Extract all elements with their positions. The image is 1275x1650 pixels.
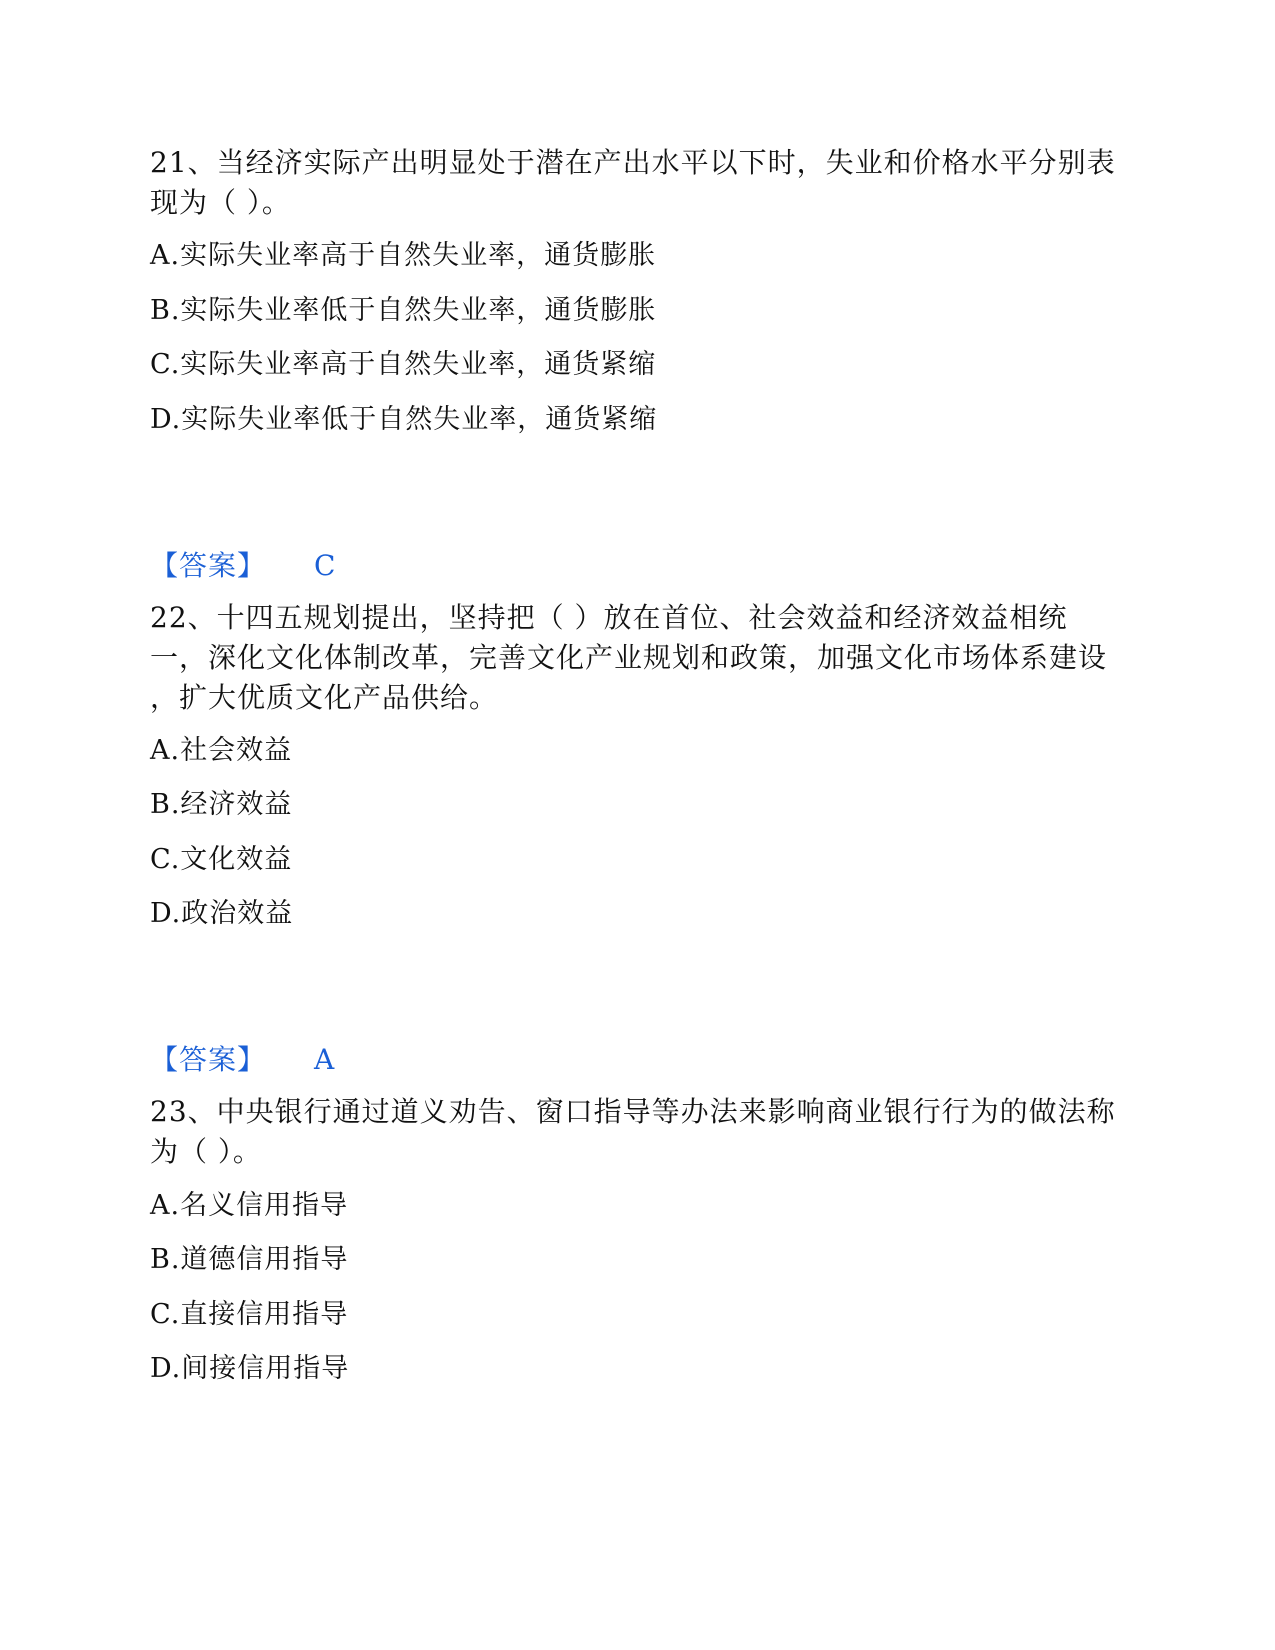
answer-label: 【答案】 (150, 1043, 267, 1076)
question-21-stem-line-1: 21、当经济实际产出明显处于潜在产出水平以下时，失业和价格水平分别表 (150, 146, 1116, 179)
question-22-stem-line-2: 一，深化文化体制改革，完善文化产业规划和政策，加强文化市场体系建设 (150, 641, 1108, 674)
question-22-option-d: D.政治效益 (150, 898, 294, 929)
question-23-stem-line-1: 23、中央银行通过道义劝告、窗口指导等办法来影响商业银行行为的做法称 (150, 1095, 1116, 1128)
answer-value: C (314, 549, 337, 582)
question-21-option-c: C.实际失业率高于自然失业率，通货紧缩 (150, 349, 657, 380)
question-23-option-a: A.名义信用指导 (150, 1190, 349, 1221)
question-22-option-b: B.经济效益 (150, 789, 293, 820)
question-21-stem-line-2: 现为（ ）。 (150, 186, 291, 219)
question-21-option-b: B.实际失业率低于自然失业率，通货膨胀 (150, 295, 657, 326)
answer-label: 【答案】 (150, 549, 267, 582)
question-21-answer (150, 546, 336, 586)
question-21-option-d: D.实际失业率低于自然失业率，通货紧缩 (150, 404, 658, 435)
question-22-option-a: A.社会效益 (150, 735, 293, 766)
question-21-option-a: A.实际失业率高于自然失业率，通货膨胀 (150, 240, 657, 271)
question-22-option-c: C.文化效益 (150, 844, 293, 875)
question-23-stem-line-2: 为（ ）。 (150, 1135, 262, 1168)
question-22-stem-line-1: 22、十四五规划提出，坚持把（ ）放在首位、社会效益和经济效益相统 (150, 601, 1068, 634)
answer-value: A (314, 1043, 336, 1076)
question-22-stem-line-3: ，扩大优质文化产品供给。 (150, 681, 499, 714)
question-22-answer (150, 1040, 335, 1080)
question-23-option-c: C.直接信用指导 (150, 1299, 349, 1330)
question-23-option-b: B.道德信用指导 (150, 1244, 349, 1275)
question-23-option-d: D.间接信用指导 (150, 1353, 350, 1384)
